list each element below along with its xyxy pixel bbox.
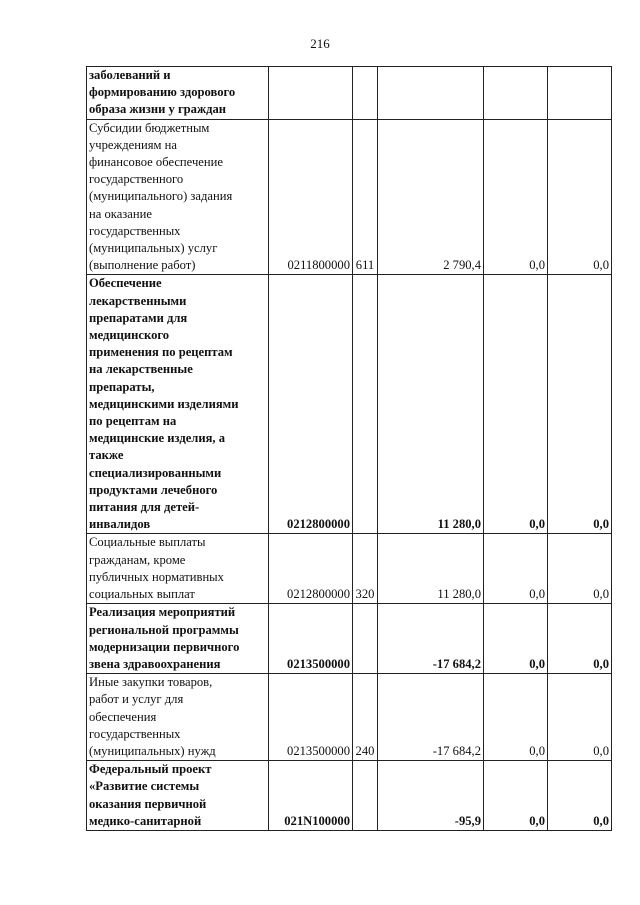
row-name-line: звена здравоохранения xyxy=(89,656,221,671)
row-name-line: заболеваний и xyxy=(89,68,171,82)
amount-year3-cell: 0,0 xyxy=(548,275,612,534)
row-name-line: (муниципальных) нужд xyxy=(89,743,216,758)
target-article-code-cell: 0213500000 xyxy=(269,604,353,674)
amount-cell xyxy=(378,67,484,120)
amount-cell: 11 280,0 xyxy=(378,275,484,534)
row-name-line: образа жизни у граждан xyxy=(89,102,227,117)
page-number: 216 xyxy=(310,36,330,51)
row-name-line: учреждениям на xyxy=(89,137,177,152)
row-name-cell xyxy=(87,604,269,674)
expense-type-cell xyxy=(353,604,378,674)
row-name-line: лекарственными xyxy=(89,293,187,308)
table-row xyxy=(87,275,612,534)
row-name-line: формированию здорового xyxy=(89,85,236,100)
row-name-line: продуктами лечебного xyxy=(89,482,218,497)
amount-year2-cell: 0,0 xyxy=(484,534,548,604)
row-name-line: применения по рецептам xyxy=(89,345,233,360)
amount-year2-cell: 0,0 xyxy=(484,275,548,534)
row-name-line: Федеральный проект xyxy=(89,762,212,777)
amount-year3-cell: 0,0 xyxy=(548,534,612,604)
amount-year2-cell xyxy=(484,67,548,120)
row-name-line: Субсидии бюджетным xyxy=(89,120,210,135)
row-name-line: специализированными xyxy=(89,465,222,480)
expense-type-cell xyxy=(353,275,378,534)
target-article-code-cell: 0212800000 xyxy=(269,275,353,534)
amount-year2-cell: 0,0 xyxy=(484,761,548,831)
expense-type-cell: 611 xyxy=(353,119,378,275)
amount-cell: 11 280,0 xyxy=(378,534,484,604)
amount-year3-cell: 0,0 xyxy=(548,604,612,674)
table-row xyxy=(87,67,612,120)
row-name-line: (муниципального) задания xyxy=(89,189,233,204)
row-name-line: (муниципальных) услуг xyxy=(89,241,218,256)
target-article-code-cell xyxy=(269,67,353,120)
table-row xyxy=(87,534,612,604)
row-name-line: модернизации первичного xyxy=(89,639,240,654)
row-name-cell xyxy=(87,761,269,831)
row-name-cell xyxy=(87,674,269,761)
row-name-line: Иные закупки товаров, xyxy=(89,675,213,690)
row-name-line: Социальные выплаты xyxy=(89,535,206,550)
table-row xyxy=(87,674,612,761)
amount-year2-cell: 0,0 xyxy=(484,674,548,761)
row-name-line: публичных нормативных xyxy=(89,569,224,584)
row-name-line: медицинские изделия, а xyxy=(89,431,226,446)
row-name-line: инвалидов xyxy=(89,517,151,532)
row-name-line: финансовое обеспечение xyxy=(89,155,223,170)
amount-year2-cell: 0,0 xyxy=(484,119,548,275)
row-name-line: препаратами для xyxy=(89,310,188,325)
row-name-line: региональной программы xyxy=(89,622,239,637)
row-name-line: работ и услуг для xyxy=(89,692,184,707)
table-row xyxy=(87,119,612,275)
row-name-line: медико-санитарной xyxy=(89,813,202,828)
expense-type-cell: 240 xyxy=(353,674,378,761)
amount-year3-cell: 0,0 xyxy=(548,761,612,831)
row-name-line: также xyxy=(89,448,124,463)
target-article-code-cell: 021N100000 xyxy=(269,761,353,831)
row-name-line: питания для детей- xyxy=(89,500,200,515)
row-name-cell xyxy=(87,67,269,120)
row-name-line: «Развитие системы xyxy=(89,779,200,794)
target-article-code-cell: 0211800000 xyxy=(269,119,353,275)
row-name-line: медицинского xyxy=(89,328,170,343)
row-name-line: социальных выплат xyxy=(89,587,195,602)
table-row xyxy=(87,604,612,674)
budget-table-body xyxy=(87,67,612,831)
row-name-line: на лекарственные xyxy=(89,362,193,377)
row-name-line: Реализация мероприятий xyxy=(89,605,236,620)
expense-type-cell xyxy=(353,67,378,120)
row-name-line: (выполнение работ) xyxy=(89,258,196,273)
row-name-line: гражданам, кроме xyxy=(89,552,186,567)
expense-type-cell xyxy=(353,761,378,831)
row-name-line: обеспечения xyxy=(89,709,157,724)
row-name-line: государственного xyxy=(89,172,184,187)
amount-cell: 2 790,4 xyxy=(378,119,484,275)
amount-cell: -17 684,2 xyxy=(378,674,484,761)
row-name-line: препараты, xyxy=(89,379,155,394)
amount-cell: -95,9 xyxy=(378,761,484,831)
row-name-line: государственных xyxy=(89,726,181,741)
amount-cell: -17 684,2 xyxy=(378,604,484,674)
amount-year3-cell: 0,0 xyxy=(548,674,612,761)
table-row xyxy=(87,761,612,831)
row-name-line: Обеспечение xyxy=(89,276,162,291)
target-article-code-cell: 0213500000 xyxy=(269,674,353,761)
row-name-line: по рецептам на xyxy=(89,414,177,429)
row-name-cell xyxy=(87,119,269,275)
amount-year2-cell: 0,0 xyxy=(484,604,548,674)
amount-year3-cell xyxy=(548,67,612,120)
row-name-line: оказания первичной xyxy=(89,796,207,811)
budget-table xyxy=(86,66,612,831)
row-name-cell xyxy=(87,275,269,534)
row-name-line: медицинскими изделиями xyxy=(89,396,239,411)
expense-type-cell: 320 xyxy=(353,534,378,604)
row-name-line: государственных xyxy=(89,223,181,238)
amount-year3-cell: 0,0 xyxy=(548,119,612,275)
target-article-code-cell: 0212800000 xyxy=(269,534,353,604)
row-name-line: на оказание xyxy=(89,206,152,221)
row-name-cell xyxy=(87,534,269,604)
